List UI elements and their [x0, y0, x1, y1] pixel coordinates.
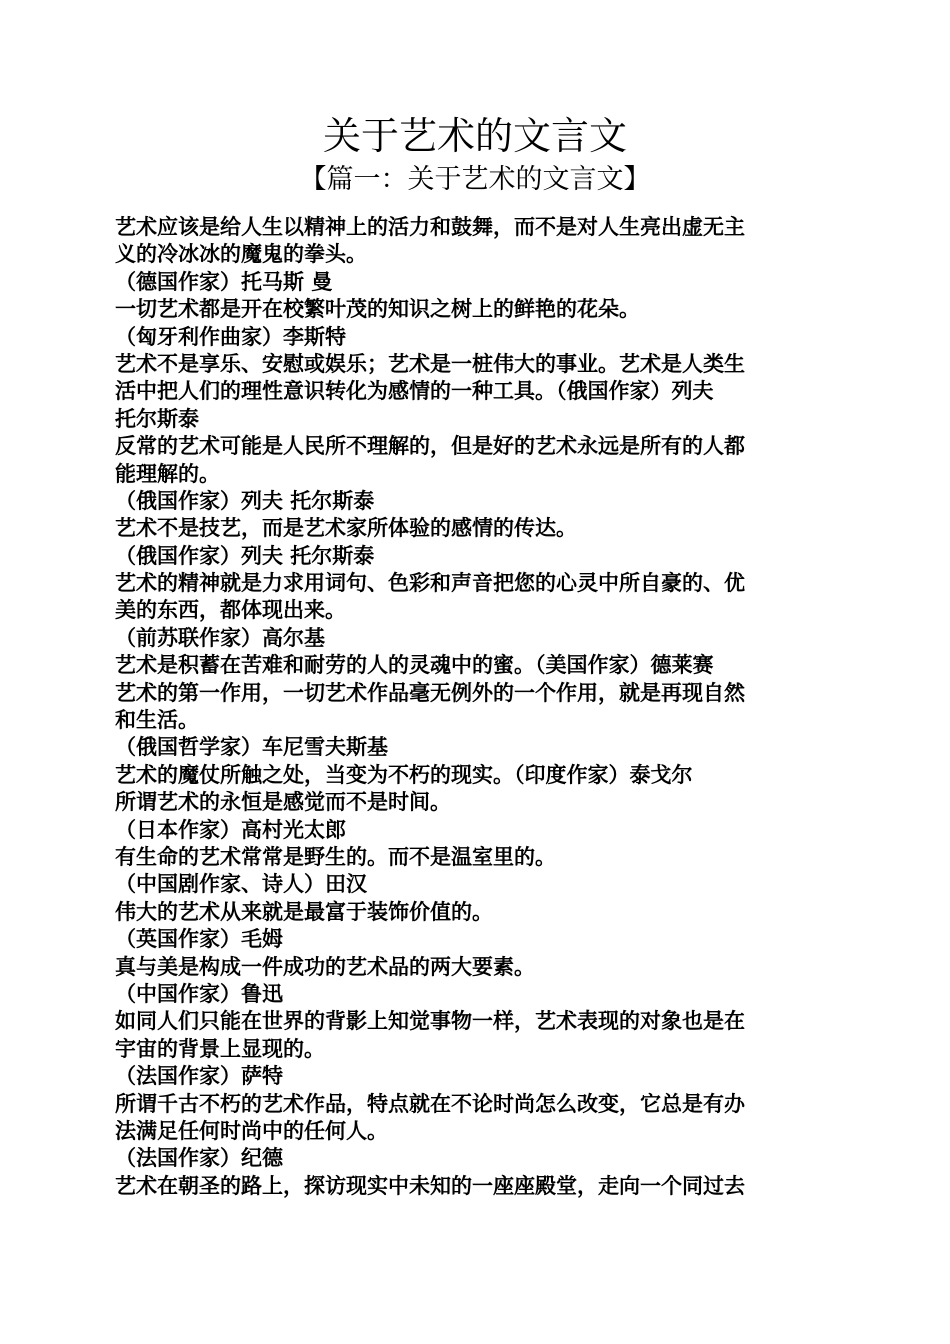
text-line: 艺术不是技艺，而是艺术家所体验的感情的传达。 [115, 516, 577, 541]
text-line: 所谓艺术的永恒是感觉而不是时间。 [115, 790, 451, 815]
page-title: 关于艺术的文言文 [322, 114, 627, 158]
text-line: 艺术是积蓄在苦难和耐劳的人的灵魂中的蜜。（美国作家）德莱赛 [115, 653, 714, 678]
text-line: 真与美是构成一件成功的艺术品的两大要素。 [115, 954, 535, 979]
text-line: 能理解的。 [115, 461, 220, 486]
text-line: 所谓千古不朽的艺术作品，特点就在不论时尚怎么改变，它总是有办 [115, 1091, 745, 1116]
text-line: （德国作家）托马斯 曼 [115, 269, 333, 294]
text-line: （法国作家）纪德 [115, 1146, 283, 1171]
text-line: （匈牙利作曲家）李斯特 [115, 324, 346, 349]
text-line: 艺术的魔仗所触之处，当变为不朽的现实。（印度作家）泰戈尔 [115, 762, 693, 787]
text-line: （俄国哲学家）车尼雪夫斯基 [115, 735, 388, 760]
text-line: 艺术应该是给人生以精神上的活力和鼓舞，而不是对人生亮出虚无主 [115, 215, 745, 239]
text-line: （俄国作家）列夫 托尔斯泰 [115, 543, 375, 568]
text-line: 一切艺术都是开在校繁叶茂的知识之树上的鲜艳的花朵。 [115, 297, 640, 322]
text-line: 美的东西，都体现出来。 [115, 598, 346, 623]
text-line: 艺术的精神就是力求用词句、色彩和声音把您的心灵中所自豪的、优 [115, 571, 745, 596]
text-line: 如同人们只能在世界的背影上知觉事物一样，艺术表现的对象也是在 [115, 1009, 745, 1034]
text-line: 义的冷冰冰的魔鬼的拳头。 [115, 242, 367, 267]
text-line: （法国作家）萨特 [115, 1064, 283, 1089]
document-body [115, 214, 837, 1200]
text-line: 宇宙的背景上显现的。 [115, 1036, 325, 1061]
text-line: 活中把人们的理性意识转化为感情的一种工具。（俄国作家）列夫 [115, 379, 714, 404]
text-line: （中国作家）鲁迅 [115, 981, 283, 1006]
text-line: 反常的艺术可能是人民所不理解的，但是好的艺术永远是所有的人都 [115, 434, 745, 459]
text-line: 艺术的第一作用，一切艺术作品毫无例外的一个作用，就是再现自然 [115, 680, 745, 705]
text-line: （日本作家）高村光太郎 [115, 817, 346, 842]
text-line: 艺术不是享乐、安慰或娱乐；艺术是一桩伟大的事业。艺术是人类生 [115, 351, 745, 376]
text-line: 托尔斯泰 [115, 406, 199, 431]
text-line: 和生活。 [115, 708, 199, 733]
text-line: 艺术在朝圣的路上，探访现实中未知的一座座殿堂，走向一个同过去 [115, 1173, 745, 1198]
text-line: （中国剧作家、诗人）田汉 [115, 872, 367, 897]
text-line: 伟大的艺术从来就是最富于装饰价值的。 [115, 899, 493, 924]
text-line: 法满足任何时尚中的任何人。 [115, 1118, 388, 1143]
text-line: （英国作家）毛姆 [115, 927, 283, 952]
text-line: 有生命的艺术常常是野生的。而不是温室里的。 [115, 844, 556, 869]
text-line: （俄国作家）列夫 托尔斯泰 [115, 488, 375, 513]
text-line: （前苏联作家）高尔基 [115, 625, 325, 650]
page-subtitle: 【篇一：关于艺术的文言文】 [299, 164, 651, 195]
